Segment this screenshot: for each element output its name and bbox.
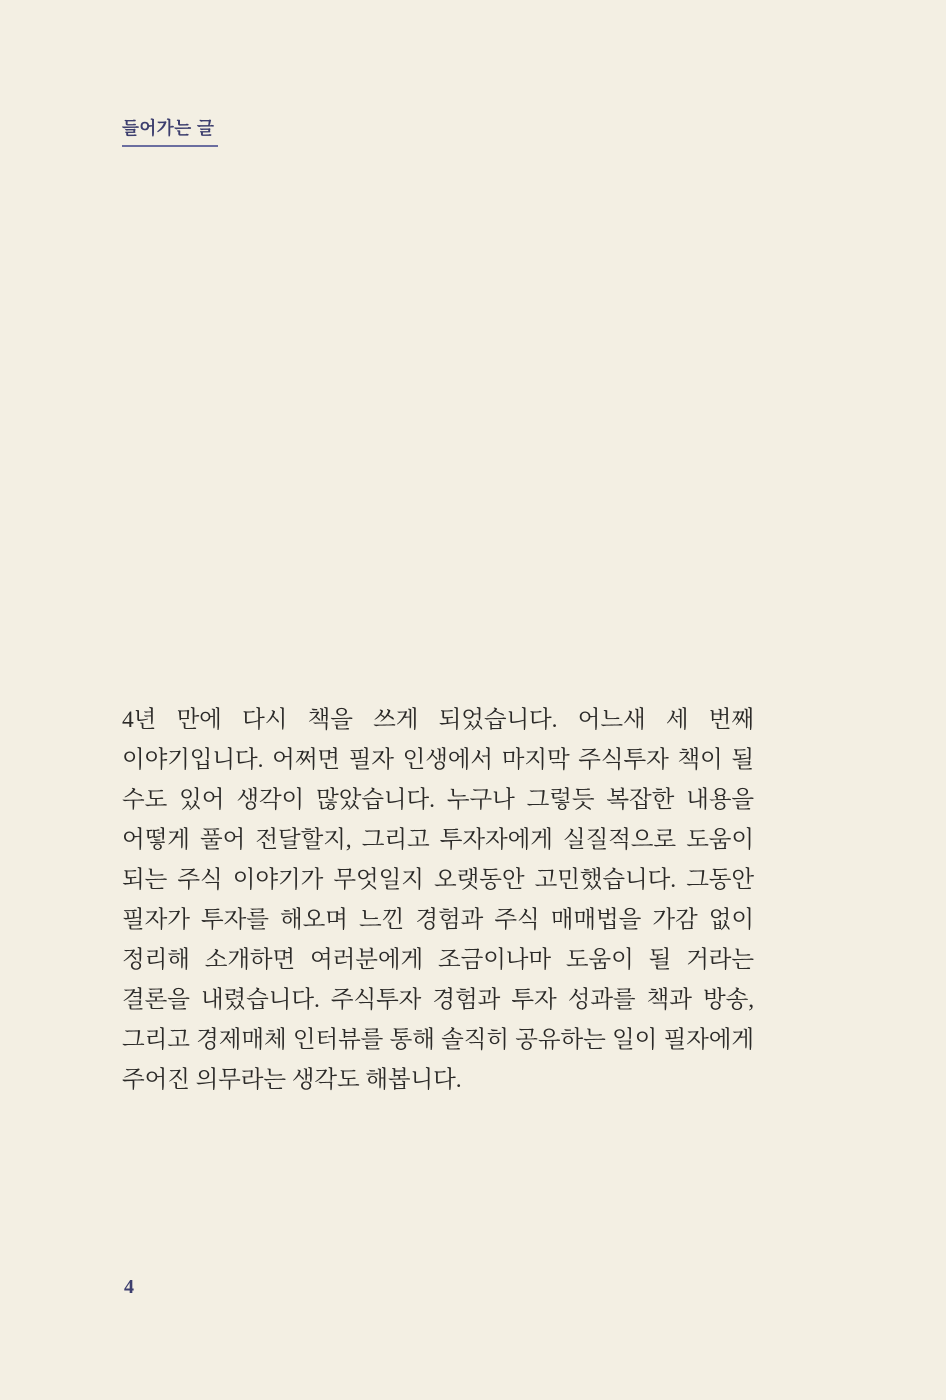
body-paragraph: 4년 만에 다시 책을 쓰게 되었습니다. 어느새 세 번째 이야기입니다. 어쩌면 필자 인생에서 마지막 주식투자 책이 될 수도 있어 생각이 많았습니다. 누구나 그렇듯 복잡한 내용을 어떻게 풀어 전달할지, 그리고 투자자에게 실질적으로 도움이 되는 주식 이야기가 무엇일지 오랫동안 고민했습니다. 그동안 필자가 투자를 해오며 느낀 경험과 주식 매매법을 가감 없이 정리해 소개하면 여러분에게 조금이나마 도움이 될 거라는 결론을 내렸습니다. 주식투자 경험과 투자 성과를 책과 방송, 그리고 경제매체 인터뷰를 통해 솔직히 공유하는 일이 필자에게 주어진 의무라는 생각도 해봅니다. (122, 707, 754, 1093)
body-text-block (122, 700, 754, 1100)
section-heading-underline (122, 145, 218, 147)
page-number: 4 (124, 1276, 134, 1298)
section-heading (122, 118, 218, 147)
section-heading-label: 들어가는 글 (122, 118, 215, 138)
